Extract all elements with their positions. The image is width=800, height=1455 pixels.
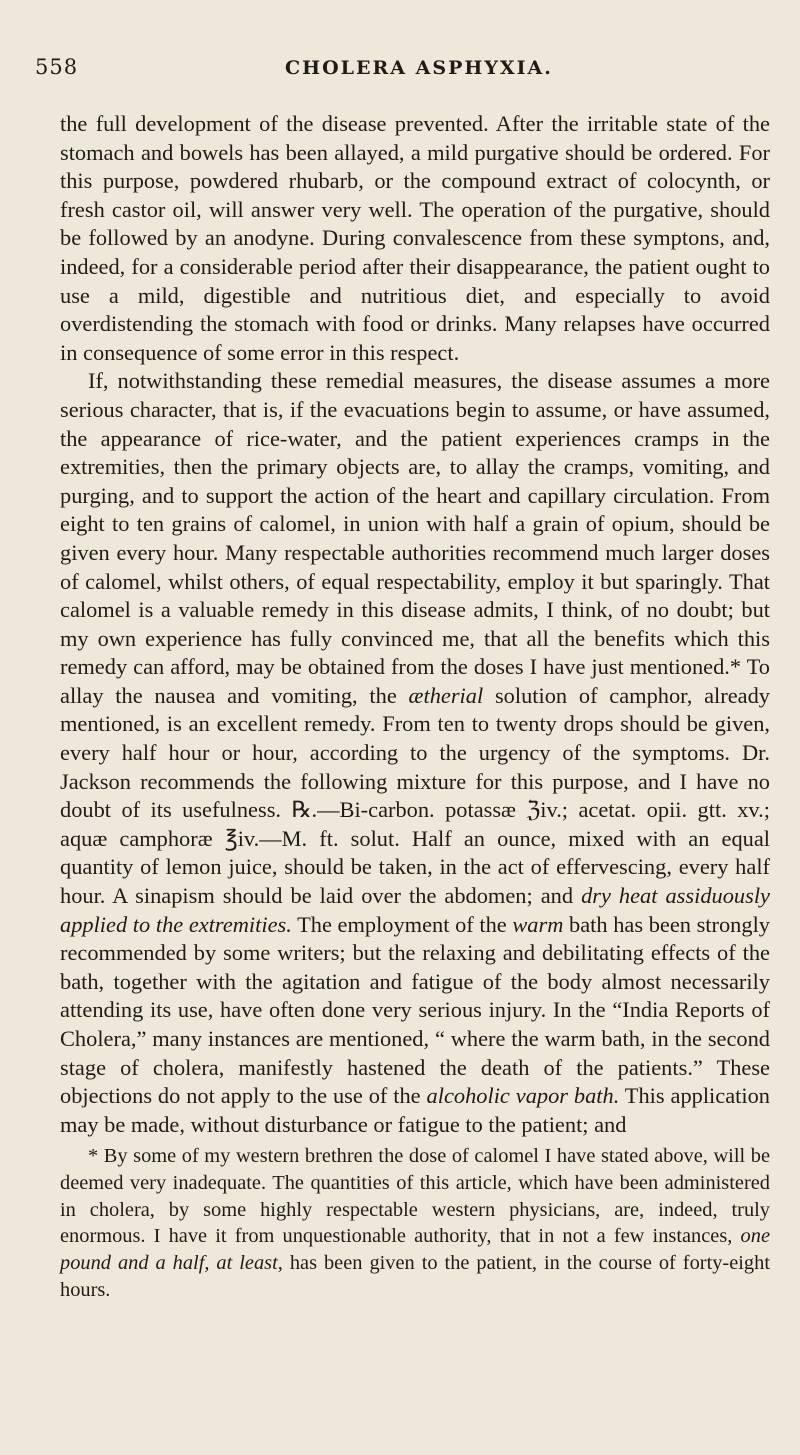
paragraph-2-italic-4: alcoholic vapor bath.: [426, 1083, 620, 1109]
running-title: CHOLERA ASPHYXIA.: [285, 57, 553, 79]
footnote-part-a: * By some of my western brethren the dose of calomel I have stated above, will be deemed very inadequate. The quantities of this article, which have been administered in cholera, by some highly respectable western physicians, are, indeed, truly enormous. I have it from unquestionable authority, that in not a few instances,: [60, 1145, 770, 1248]
footnote-italic: one pound and a half, at least,: [60, 1225, 770, 1275]
paragraph-2-italic-1: ætherial: [408, 682, 484, 708]
footnote: [60, 1143, 770, 1304]
paragraph-2-part-b: solution of camphor, already mentioned, is an excellent remedy. From ten to twenty drops should be given, every half hour or hour, according to the urgency of the symptoms. Dr. Jackson recommends the following mixture for this purpose, and I have no doubt of its usefulness. ℞.—Bi-carbon. potassæ ℨiv.; acetat. opii. gtt. xv.; aquæ camphoræ ℥iv.—M. ft. solut. Half an ounce, mixed with an equal quantity of lemon juice, should be taken, in the act of effervescing, every half hour. A sinapism should be laid over the abdomen; and: [60, 682, 770, 909]
paragraph-1: the full development of the disease prevented. After the irritable state of the stomach and bowels has been allayed, a mild purgative should be ordered. For this purpose, powdered rhubarb, or the compound extract of colocynth, or fresh castor oil, will answer very well. The operation of the purgative, should be followed by an anodyne. During convalescence from these symptons, and, indeed, for a considerable period after their disappearance, the patient ought to use a mild, digestible and nutritious diet, and especially to avoid overdistending the stomach with food or drinks. Many relapses have occurred in consequence of some error in this respect.: [60, 111, 770, 365]
paragraph-2-part-a: If, notwithstanding these remedial measures, the disease assumes a more serious character, that is, if the evacuations begin to assume, or have assumed, the appearance of rice-water, and the patient experiences cramps in the extremities, then the primary objects are, to allay the cramps, vomiting, and purging, and to support the action of the heart and capillary circulation. From eight to ten grains of calomel, in union with half a grain of opium, should be given every hour. Many respectable authorities recommend much larger doses of calomel, whilst others, of equal respectability, employ it but sparingly. That calomel is a valuable remedy in this disease admits, I think, of no doubt; but my own experience has fully convinced me, that all the benefits which this remedy can afford, may be obtained from the doses I have just mentioned.* To allay the nausea and vomiting, the: [60, 368, 770, 708]
paragraph-2-part-c: The employment of the: [291, 911, 513, 937]
paragraph-2: [60, 367, 770, 1139]
paragraph-2-italic-2: dry heat assiduously applied to the extremities.: [60, 883, 770, 937]
page-number: 558: [35, 55, 79, 79]
body-text: [60, 110, 770, 1139]
paragraph-2-part-d: bath has been strongly recommended by some writers; but the relaxing and debilitating effects of the bath, together with the agitation and fatigue of the body almost necessarily attending its use, have often done very serious injury. In the “India Reports of Cholera,” many instances are mentioned, “ where the warm bath, in the second stage of cholera, manifestly hastened the death of the patients.” These objections do not apply to the use of the: [60, 911, 770, 1109]
paragraph-2-italic-3: warm: [512, 911, 564, 937]
page-header: [35, 55, 760, 85]
footnote-part-b: has been given to the patient, in the course of forty-eight hours.: [60, 1252, 770, 1301]
paragraph-2-part-e: This application may be made, without disturbance or fatigue to the patient; and: [60, 1083, 770, 1137]
